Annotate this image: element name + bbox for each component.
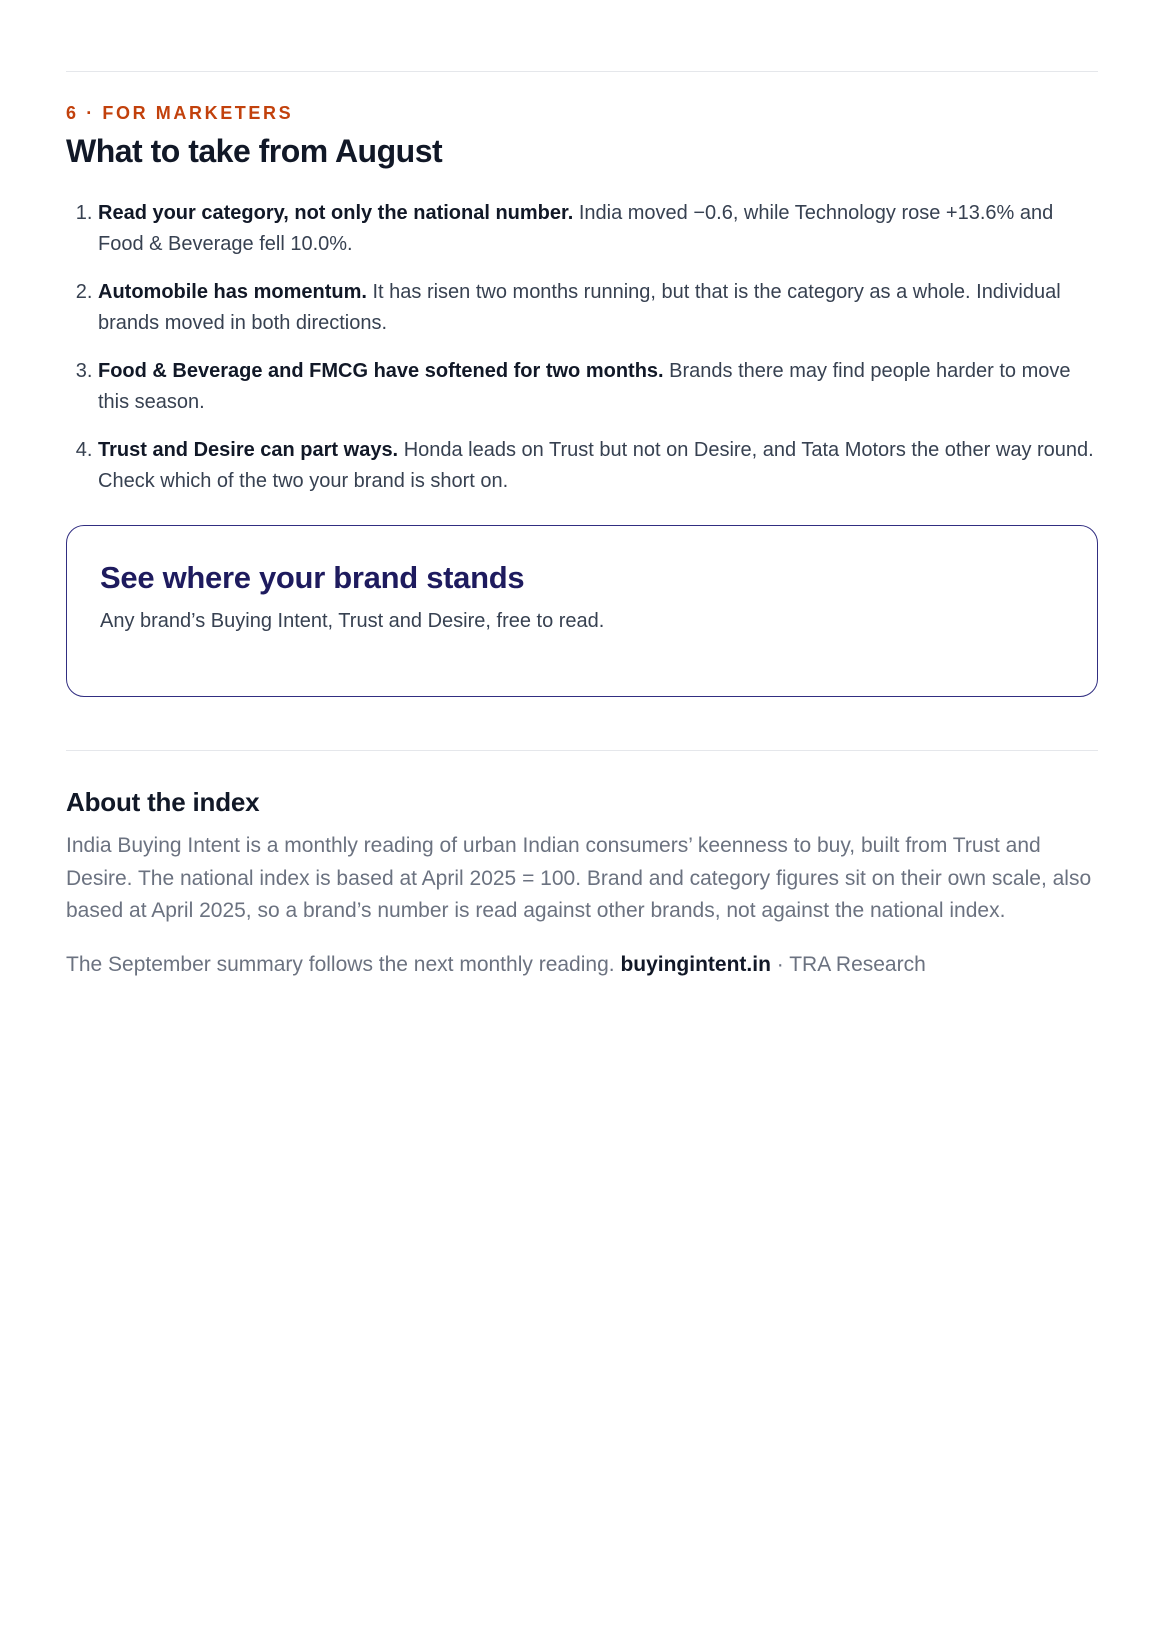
list-item [98,356,1098,418]
footer-text: The September summary follows the next monthly reading. [66,952,615,976]
takeaway-lead: Trust and Desire can part ways. [98,439,399,461]
cta-subtitle: Any brand’s Buying Intent, Trust and Desire, free to read. [100,610,605,632]
page [66,0,1098,980]
footer-separator: · [776,952,784,976]
cta-title[interactable]: See where your brand stands [100,560,525,595]
takeaway-text: Brands there may find people harder to move this season. [98,360,1071,413]
takeaway-text: India moved −0.6, while Technology rose +13.6% and Food & Beverage fell 10.0%. [98,202,1054,255]
takeaway-lead: Read your category, not only the national number. [98,202,574,224]
about-body: India Buying Intent is a monthly reading of urban Indian consumers’ keenness to buy, built from Trust and Desire. The national index is based at April 2025 = 100. Brand and category figures sit on their own scale, also based at April 2025, so a brand’s number is read against other brands, not against the national index. [66,834,1092,922]
section-divider [66,750,1098,751]
list-item [98,277,1098,339]
takeaway-text: Honda leads on Trust but not on Desire, and Tata Motors the other way round. Check which of the two your brand is short on. [98,439,1094,492]
takeaway-text: It has risen two months running, but that is the category as a whole. Individual brands moved in both directions. [98,281,1061,334]
section-title: What to take from August [66,133,443,169]
takeaways-list [66,198,1098,497]
footer-org: TRA Research [789,952,926,976]
brand-cta-card[interactable] [66,525,1098,697]
list-item [98,198,1098,260]
section-eyebrow: 6 · FOR MARKETERS [66,103,294,123]
takeaway-lead: Food & Beverage and FMCG have softened for two months. [98,360,664,382]
footer-line [66,950,1098,980]
list-item [98,435,1098,497]
top-divider [66,71,1098,72]
website-link[interactable]: buyingintent.in [620,952,771,976]
about-title: About the index [66,787,260,817]
takeaway-lead: Automobile has momentum. [98,281,367,303]
